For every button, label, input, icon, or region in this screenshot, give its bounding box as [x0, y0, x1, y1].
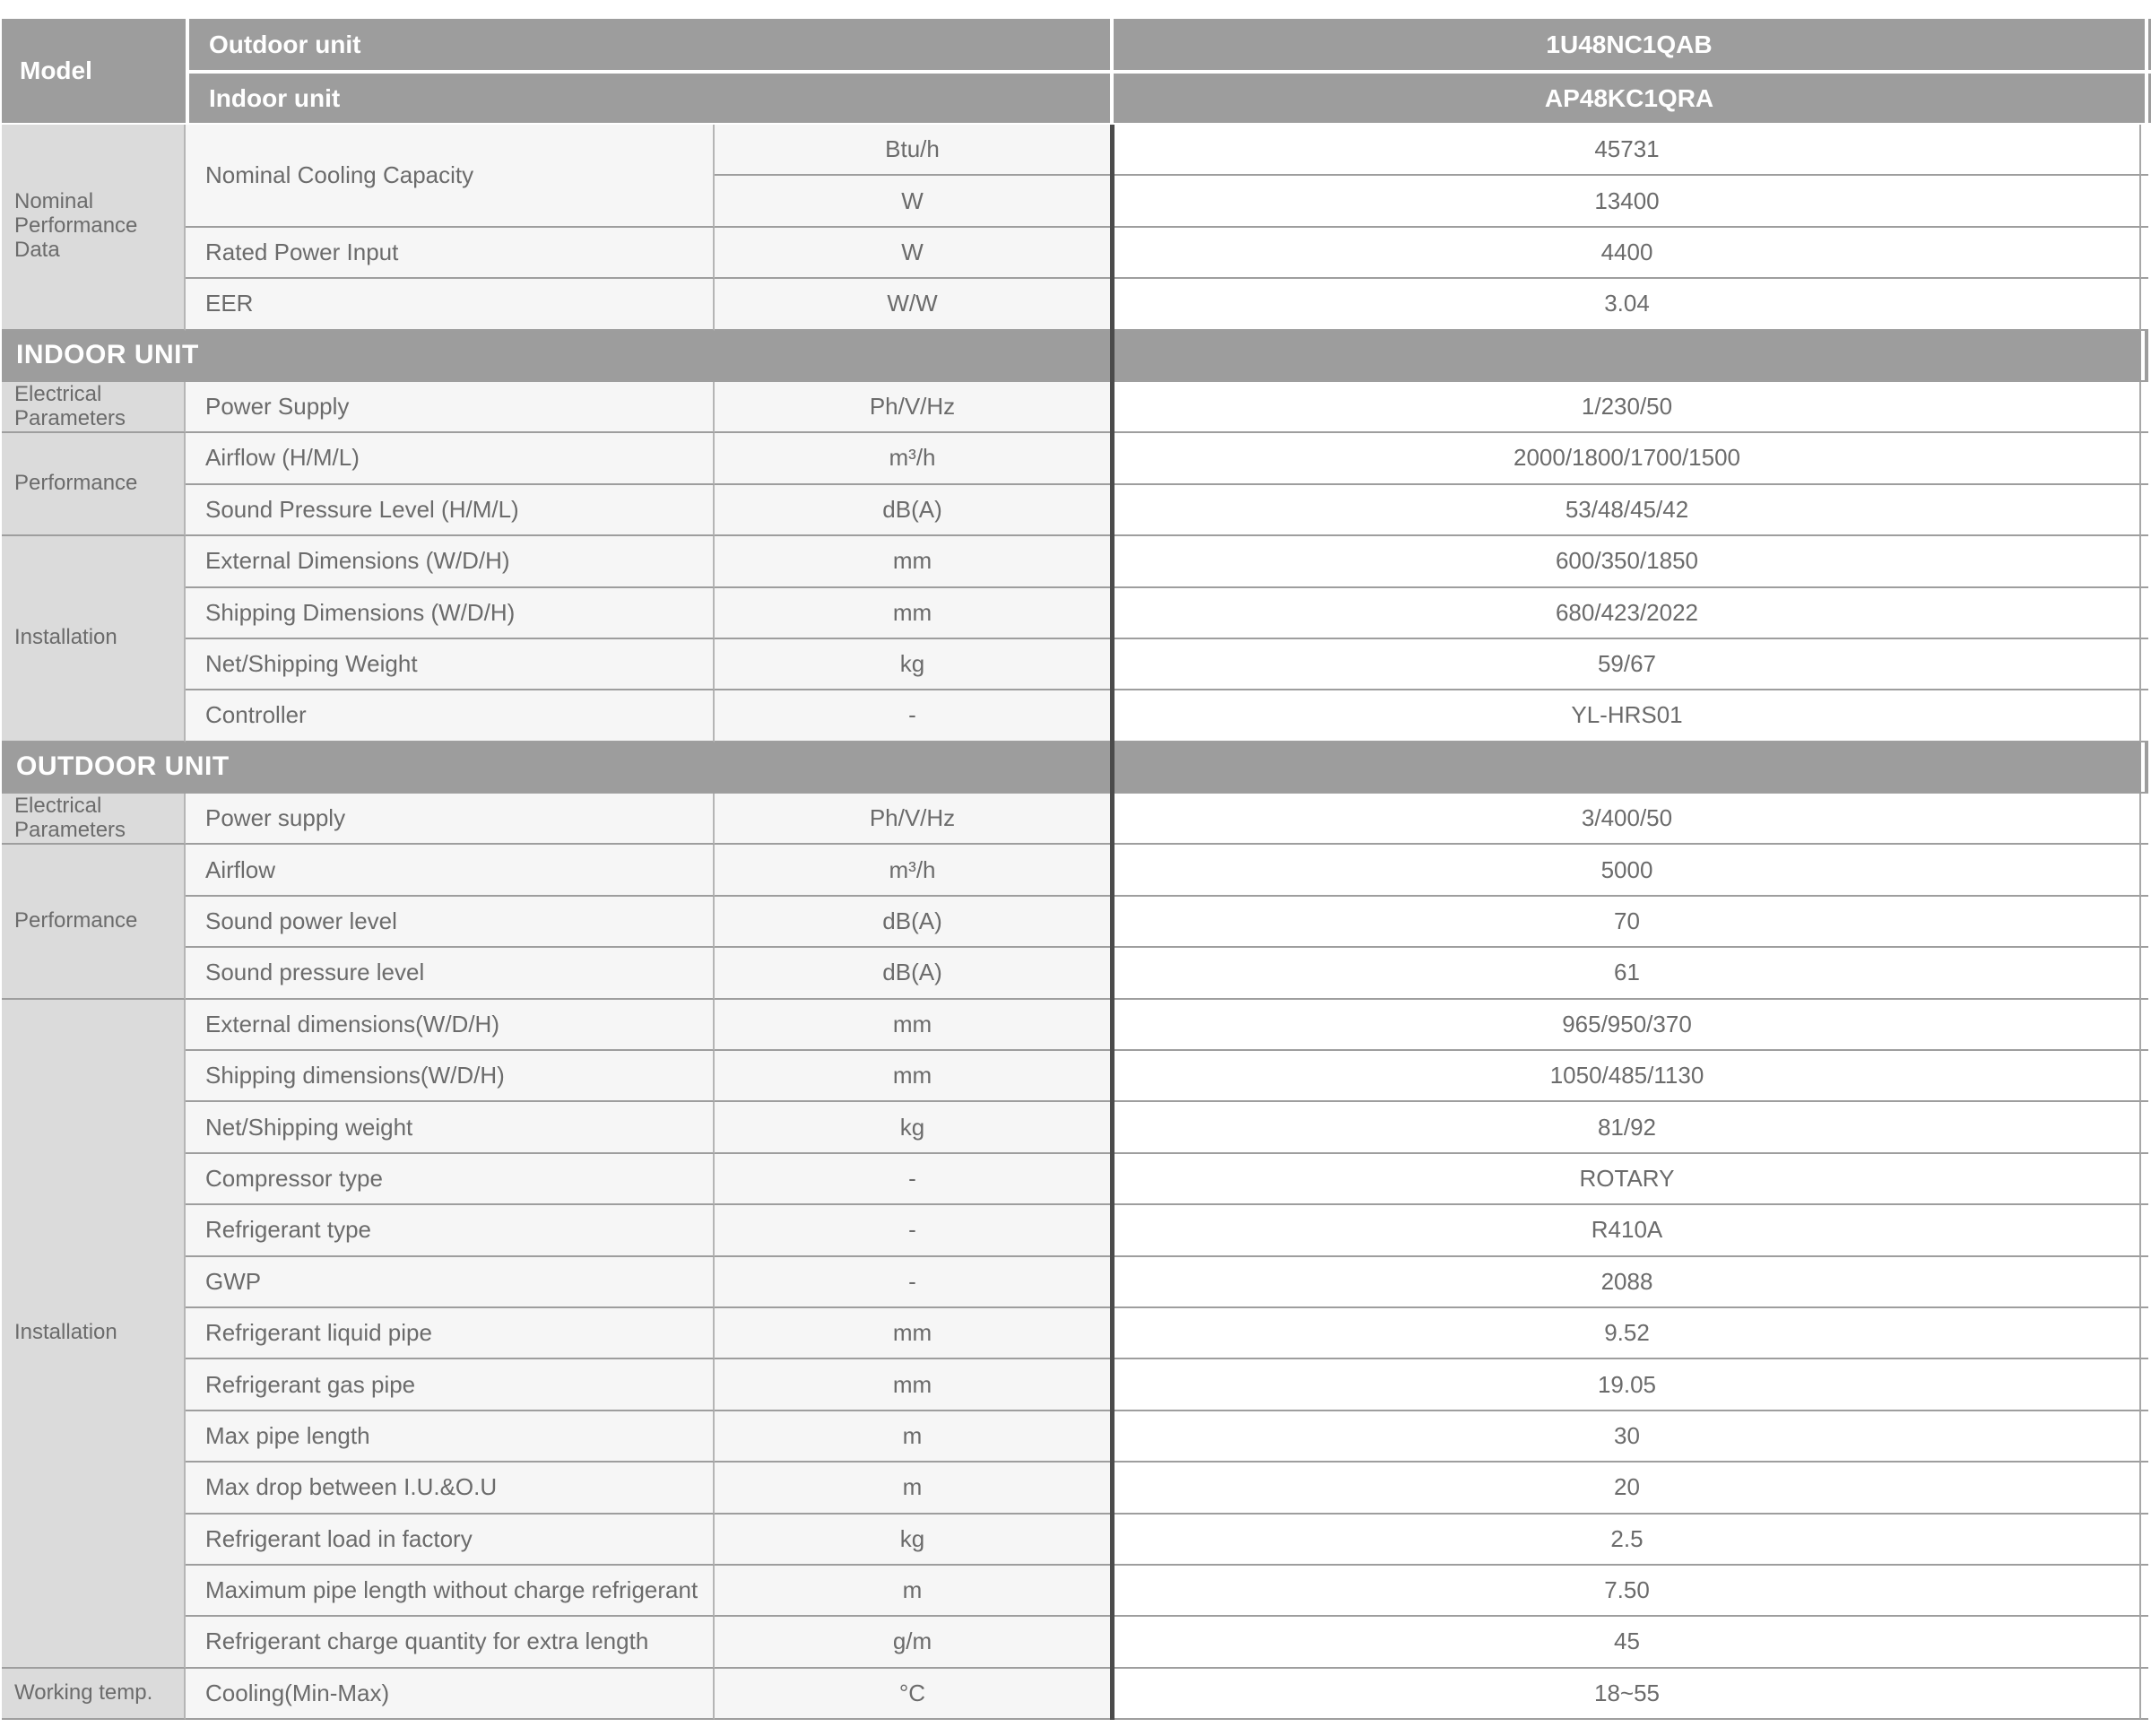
unit-cell: -: [715, 1257, 1110, 1308]
value-cell: 600/350/1850: [1110, 536, 2141, 587]
parameter-cell: Controller: [186, 690, 715, 742]
category-cell: Installation: [2, 1000, 186, 1669]
value-cell: 19.05: [1110, 1359, 2141, 1410]
unit-cell: mm: [715, 1000, 1110, 1051]
parameter-cell: Shipping dimensions(W/D/H): [186, 1051, 715, 1102]
edge-sliver: [2145, 1617, 2148, 1668]
value-cell: 2.5: [1110, 1515, 2141, 1566]
parameter-cell: Refrigerant type: [186, 1205, 715, 1256]
edge-sliver: [2145, 536, 2148, 587]
value-cell: 61: [1110, 948, 2141, 999]
unit-cell: Ph/V/Hz: [715, 382, 1110, 433]
edge-sliver: [2145, 1102, 2148, 1153]
unit-cell: °C: [715, 1669, 1110, 1720]
parameter-cell: Airflow: [186, 845, 715, 896]
indoor-unit-model: AP48KC1QRA: [1114, 74, 2145, 123]
value-cell: 45: [1110, 1617, 2141, 1668]
edge-sliver: [2145, 1205, 2148, 1256]
unit-cell: kg: [715, 639, 1110, 690]
unit-cell: m: [715, 1411, 1110, 1463]
edge-sliver: [2145, 690, 2148, 742]
parameter-cell: Sound pressure level: [186, 948, 715, 999]
parameter-cell: Refrigerant gas pipe: [186, 1359, 715, 1410]
parameter-cell: Refrigerant liquid pipe: [186, 1308, 715, 1359]
edge-sliver: [2145, 125, 2148, 176]
unit-cell: dB(A): [715, 485, 1110, 536]
edge-sliver: [2145, 485, 2148, 536]
table-body: [2, 125, 2150, 1720]
value-cell: 2088: [1110, 1257, 2141, 1308]
unit-cell: m: [715, 1463, 1110, 1514]
parameter-cell: Refrigerant charge quantity for extra length: [186, 1617, 715, 1668]
unit-cell: Btu/h: [715, 125, 1110, 176]
category-cell: Electrical Parameters: [2, 382, 186, 433]
edge-sliver: [2145, 1515, 2148, 1566]
edge-sliver: [2145, 897, 2148, 948]
edge-sliver: [2145, 1051, 2148, 1102]
edge-sliver: [2145, 433, 2148, 484]
edge-sliver: [2145, 1257, 2148, 1308]
edge-sliver: [2145, 1000, 2148, 1051]
section-band: OUTDOOR UNIT: [2, 742, 2141, 794]
unit-cell: Ph/V/Hz: [715, 794, 1110, 845]
value-cell: 2000/1800/1700/1500: [1110, 433, 2141, 484]
unit-cell: mm: [715, 588, 1110, 639]
parameter-cell: Sound Pressure Level (H/M/L): [186, 485, 715, 536]
parameter-cell: Nominal Cooling Capacity: [186, 125, 715, 228]
value-cell: 7.50: [1110, 1566, 2141, 1617]
value-cell: 13400: [1110, 176, 2141, 227]
value-cell: 1050/485/1130: [1110, 1051, 2141, 1102]
category-cell: Installation: [2, 536, 186, 742]
unit-cell: -: [715, 1205, 1110, 1256]
parameter-cell: External Dimensions (W/D/H): [186, 536, 715, 587]
indoor-unit-label: Indoor unit: [189, 74, 1110, 123]
edge-sliver: [2145, 1669, 2148, 1720]
edge-sliver: [2145, 1463, 2148, 1514]
edge-sliver: [2145, 1359, 2148, 1410]
unit-cell: mm: [715, 1359, 1110, 1410]
value-column-divider: [1110, 125, 1115, 1720]
parameter-cell: Max pipe length: [186, 1411, 715, 1463]
edge-sliver: [2145, 794, 2148, 845]
category-cell: Performance: [2, 845, 186, 999]
value-cell: 3/400/50: [1110, 794, 2141, 845]
value-cell: ROTARY: [1110, 1154, 2141, 1205]
unit-cell: m³/h: [715, 433, 1110, 484]
unit-cell: kg: [715, 1102, 1110, 1153]
unit-cell: m: [715, 1566, 1110, 1617]
outdoor-unit-label: Outdoor unit: [189, 19, 1110, 70]
edge-sliver: [2145, 382, 2148, 433]
category-cell: Performance: [2, 433, 186, 536]
edge-sliver: [2145, 176, 2148, 227]
value-cell: 9.52: [1110, 1308, 2141, 1359]
outdoor-unit-model: 1U48NC1QAB: [1114, 19, 2145, 70]
unit-cell: mm: [715, 1051, 1110, 1102]
value-cell: 45731: [1110, 125, 2141, 176]
parameter-cell: Power Supply: [186, 382, 715, 433]
value-cell: 20: [1110, 1463, 2141, 1514]
value-cell: 18~55: [1110, 1669, 2141, 1720]
parameter-cell: GWP: [186, 1257, 715, 1308]
edge-sliver: [2145, 1308, 2148, 1359]
unit-cell: m³/h: [715, 845, 1110, 896]
unit-cell: W: [715, 176, 1110, 227]
model-header-cell: Model: [2, 19, 186, 123]
unit-cell: -: [715, 1154, 1110, 1205]
unit-cell: mm: [715, 1308, 1110, 1359]
value-cell: YL-HRS01: [1110, 690, 2141, 742]
value-cell: 30: [1110, 1411, 2141, 1463]
parameter-cell: Sound power level: [186, 897, 715, 948]
value-cell: 4400: [1110, 228, 2141, 279]
parameter-cell: Shipping Dimensions (W/D/H): [186, 588, 715, 639]
parameter-cell: Maximum pipe length without charge refrigerant: [186, 1566, 715, 1617]
section-band: INDOOR UNIT: [2, 331, 2141, 382]
value-cell: 3.04: [1110, 279, 2141, 330]
category-cell: Working temp.: [2, 1669, 186, 1720]
parameter-cell: Max drop between I.U.&O.U: [186, 1463, 715, 1514]
edge-sliver: [2145, 845, 2148, 896]
parameter-cell: Refrigerant load in factory: [186, 1515, 715, 1566]
edge-sliver: [2145, 1566, 2148, 1617]
edge-sliver: [2145, 948, 2148, 999]
unit-cell: mm: [715, 536, 1110, 587]
parameter-cell: Power supply: [186, 794, 715, 845]
parameter-cell: Cooling(Min-Max): [186, 1669, 715, 1720]
value-cell: 680/423/2022: [1110, 588, 2141, 639]
category-cell: Nominal Performance Data: [2, 125, 186, 331]
value-cell: 59/67: [1110, 639, 2141, 690]
category-cell: Electrical Parameters: [2, 794, 186, 845]
value-cell: 53/48/45/42: [1110, 485, 2141, 536]
unit-cell: W: [715, 228, 1110, 279]
parameter-cell: Compressor type: [186, 1154, 715, 1205]
parameter-cell: EER: [186, 279, 715, 330]
value-cell: 1/230/50: [1110, 382, 2141, 433]
table-header: [2, 19, 2150, 123]
value-cell: R410A: [1110, 1205, 2141, 1256]
unit-cell: kg: [715, 1515, 1110, 1566]
value-cell: 965/950/370: [1110, 1000, 2141, 1051]
unit-cell: W/W: [715, 279, 1110, 330]
value-cell: 81/92: [1110, 1102, 2141, 1153]
parameter-cell: Airflow (H/M/L): [186, 433, 715, 484]
edge-sliver: [2145, 331, 2148, 382]
unit-cell: dB(A): [715, 897, 1110, 948]
edge-sliver: [2145, 588, 2148, 639]
parameter-cell: External dimensions(W/D/H): [186, 1000, 715, 1051]
parameter-cell: Net/Shipping Weight: [186, 639, 715, 690]
edge-sliver: [2145, 639, 2148, 690]
value-cell: 5000: [1110, 845, 2141, 896]
spec-table: [2, 19, 2150, 1720]
value-cell: 70: [1110, 897, 2141, 948]
unit-cell: -: [715, 690, 1110, 742]
edge-sliver: [2145, 279, 2148, 330]
parameter-cell: Rated Power Input: [186, 228, 715, 279]
unit-cell: dB(A): [715, 948, 1110, 999]
unit-cell: g/m: [715, 1617, 1110, 1668]
parameter-cell: Net/Shipping weight: [186, 1102, 715, 1153]
edge-sliver: [2145, 1154, 2148, 1205]
edge-sliver: [2145, 228, 2148, 279]
edge-sliver: [2145, 1411, 2148, 1463]
edge-sliver: [2145, 742, 2148, 794]
